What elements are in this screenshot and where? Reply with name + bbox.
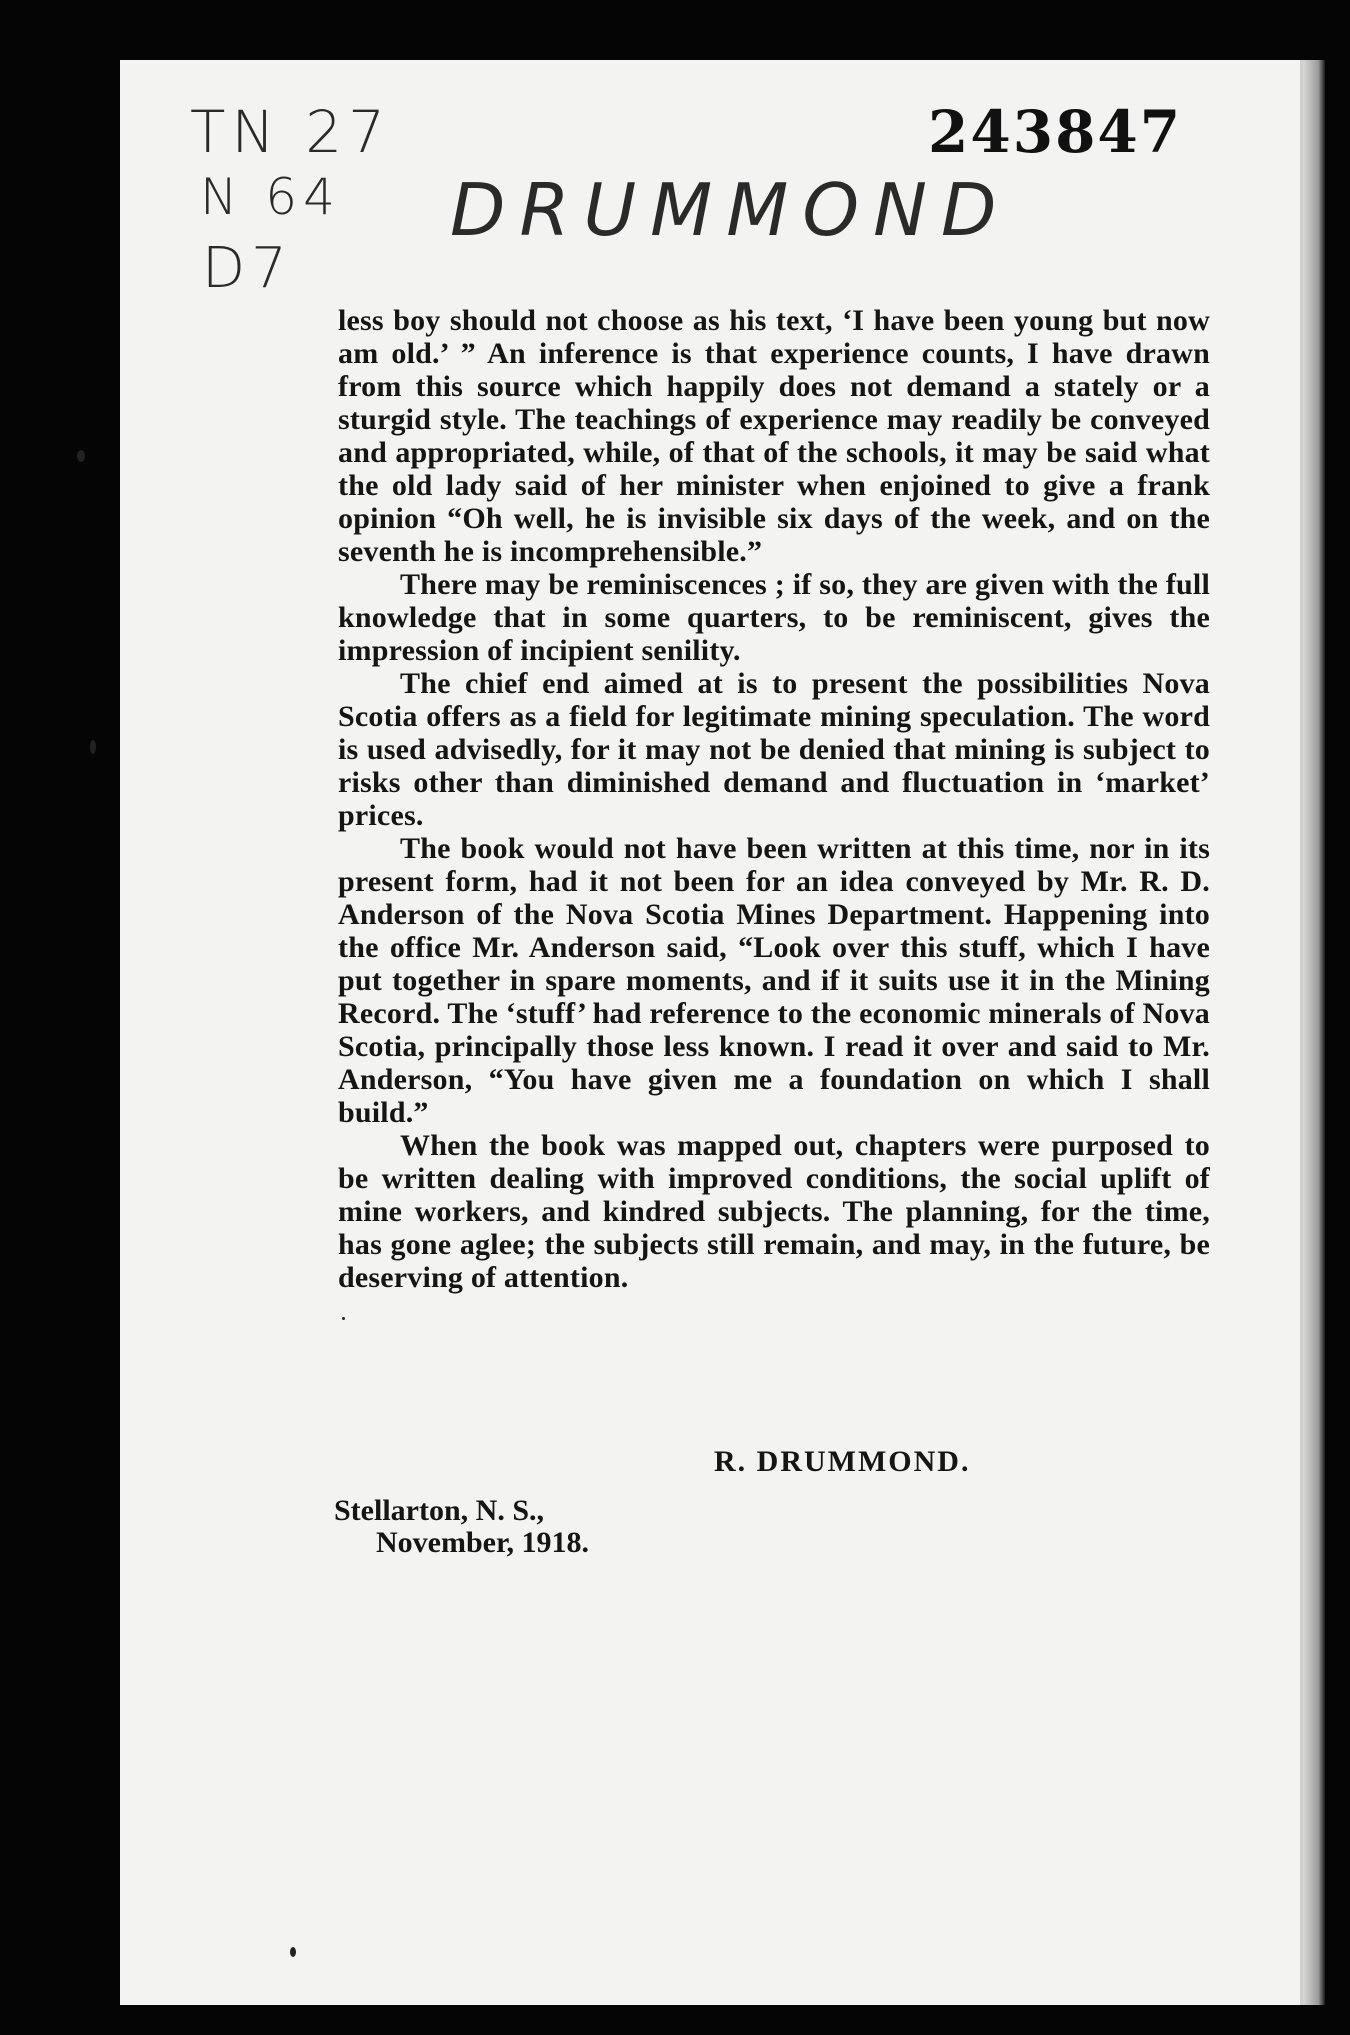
accession-number-stamp: 243847	[928, 98, 1183, 166]
scan-speck	[90, 740, 96, 754]
binding-shadow	[1303, 60, 1325, 2005]
paragraph-3: The chief end aimed at is to present the possibilities Nova Scotia offers as a field for legitimate mining speculation. The word is used advisedly, for it may not be denied that mining is subject to risks other than diminished demand and fluctuation in ‘market’ prices.	[338, 667, 1210, 832]
paragraph-1: less boy should not choose as his text, ‘I have been young but now am old.’ ” An inference is that experience counts, I have drawn from this source which happily does not demand a stately or a sturgid style. The teachings of experience may readily be conveyed and appropriated, while, of that of the schools, it may be said what the old lady said of her minister when enjoined to give a frank opinion “Oh well, he is invisible six days of the week, and on the seventh he is incomprehensible.”	[338, 304, 1210, 568]
scanned-page	[120, 60, 1325, 2005]
scan-speck	[77, 450, 85, 462]
paragraph-5: When the book was mapped out, chapters were purposed to be written dealing with improved conditions, the social uplift of mine workers, and kindred subjects. The planning, for the time, has gone aglee; the subjects still remain, and may, in the future, be deserving of attention.	[338, 1129, 1210, 1294]
scan-speck	[290, 1947, 296, 1957]
paragraph-2: There may be reminiscences ; if so, they are given with the full knowledge that in some quarters, to be reminiscent, gives the impression of incipient senility.	[338, 568, 1210, 667]
place-line: Stellarton, N. S.,	[334, 1494, 544, 1527]
call-number-line-1: TN 27	[190, 98, 392, 166]
paragraph-4: The book would not have been written at this time, nor in its present form, had it not been for an idea conveyed by Mr. R. D. Anderson of the Nova Scotia Mines Department. Happening into the office Mr. Anderson said, “Look over this stuff, which I have put together in spare moments, and if it suits use it in the Mining Record. The ‘stuff’ had reference to the economic minerals of Nova Scotia, principally those less known. I read it over and said to Mr. Anderson, “You have given me a foundation on which I shall build.”	[338, 832, 1210, 1129]
date-line: November, 1918.	[376, 1526, 590, 1559]
call-number-line-2: N 64	[200, 168, 341, 226]
preface-body	[338, 304, 1210, 1294]
call-number-line-3: D7	[202, 236, 293, 301]
author-signature: R. DRUMMOND.	[714, 1445, 971, 1478]
handwritten-author-name: DRUMMOND	[450, 168, 1011, 252]
scan-speck	[342, 1317, 345, 1320]
